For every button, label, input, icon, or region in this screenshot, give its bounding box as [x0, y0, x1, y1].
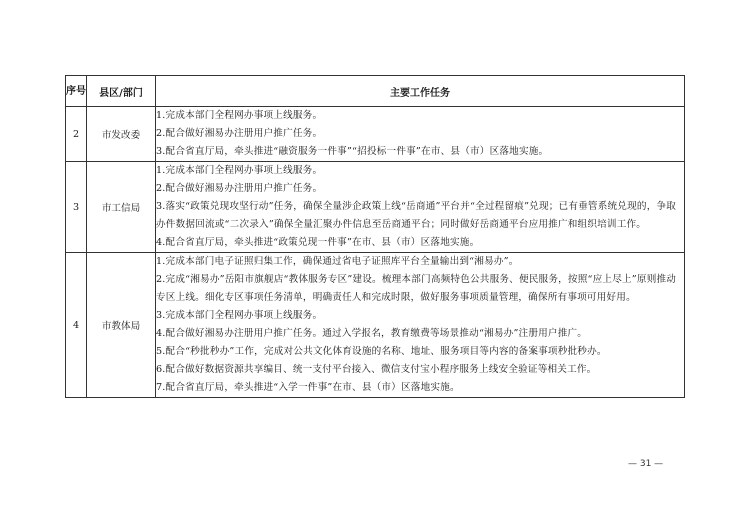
page-number: — 31 — [628, 459, 664, 469]
task-item: 2.完成“湘易办”岳阳市旗舰店“教体服务专区”建设。梳理本部门高频特色公共服务、便民服务，按照“应上尽上”原则推动专区上线。细化专区事项任务清单，明确责任人和完成时限，做好服务事项质量管理，确保所有事项可用好用。 [156, 274, 677, 303]
table-header-row [66, 76, 685, 107]
table-row [66, 162, 685, 253]
task-item: 3.完成本部门全程网办事项上线服务。 [156, 310, 323, 321]
table-row [66, 253, 685, 398]
row-serial-number: 3 [66, 162, 87, 253]
header-main-tasks: 主要工作任务 [156, 76, 685, 107]
task-item: 4.配合做好湘易办注册用户推广任务。通过入学报名，教育缴费等场景推动“湘易办”注册用户推广。 [156, 328, 588, 339]
task-item: 4.配合省直厅局，牵头推进“政策兑现一件事”在市、县（市）区落地实施。 [156, 237, 480, 248]
row-tasks [156, 107, 685, 162]
row-department: 市工信局 [87, 162, 156, 253]
task-item: 6.配合做好数据资源共享编目、统一支付平台接入、微信支付宝小程序服务上线安全验证等相关工作。 [156, 364, 597, 375]
work-task-table [65, 75, 685, 398]
task-item: 1.完成本部门全程网办事项上线服务。 [156, 165, 323, 176]
header-department: 县区/部门 [87, 76, 156, 107]
task-item: 3.落实“政策兑现攻坚行动”任务，确保全量涉企政策上线“岳商通”平台并“全过程留痕”兑现；已有垂管系统兑现的，争取办件数据回流或“二次录入”确保全量汇聚办件信息至岳商通平台；同时做好岳商通平台应用推广和组织培训工作。 [156, 201, 677, 230]
task-item: 3.配合省直厅局，牵头推进“融资服务一件事”“招投标一件事”在市、县（市）区落地实施。 [156, 146, 549, 157]
row-tasks [156, 253, 685, 398]
header-serial-number: 序号 [66, 76, 87, 107]
task-item: 1.完成本部门电子证照归集工作，确保通过省电子证照库平台全量输出到“湘易办”。 [156, 256, 519, 267]
row-tasks [156, 162, 685, 253]
task-item: 5.配合“秒批秒办”工作，完成对公共文化体育设施的名称、地址、服务项目等内容的备案事项秒批秒办。 [156, 346, 607, 357]
task-item: 2.配合做好湘易办注册用户推广任务。 [156, 183, 323, 194]
row-serial-number: 4 [66, 253, 87, 398]
task-item: 7.配合省直厅局，牵头推进“入学一件事”在市、县（市）区落地实施。 [156, 382, 460, 393]
table-row [66, 107, 685, 162]
row-serial-number: 2 [66, 107, 87, 162]
task-item: 2.配合做好湘易办注册用户推广任务。 [156, 128, 323, 139]
row-department: 市教体局 [87, 253, 156, 398]
task-item: 1.完成本部门全程网办事项上线服务。 [156, 110, 323, 121]
row-department: 市发改委 [87, 107, 156, 162]
